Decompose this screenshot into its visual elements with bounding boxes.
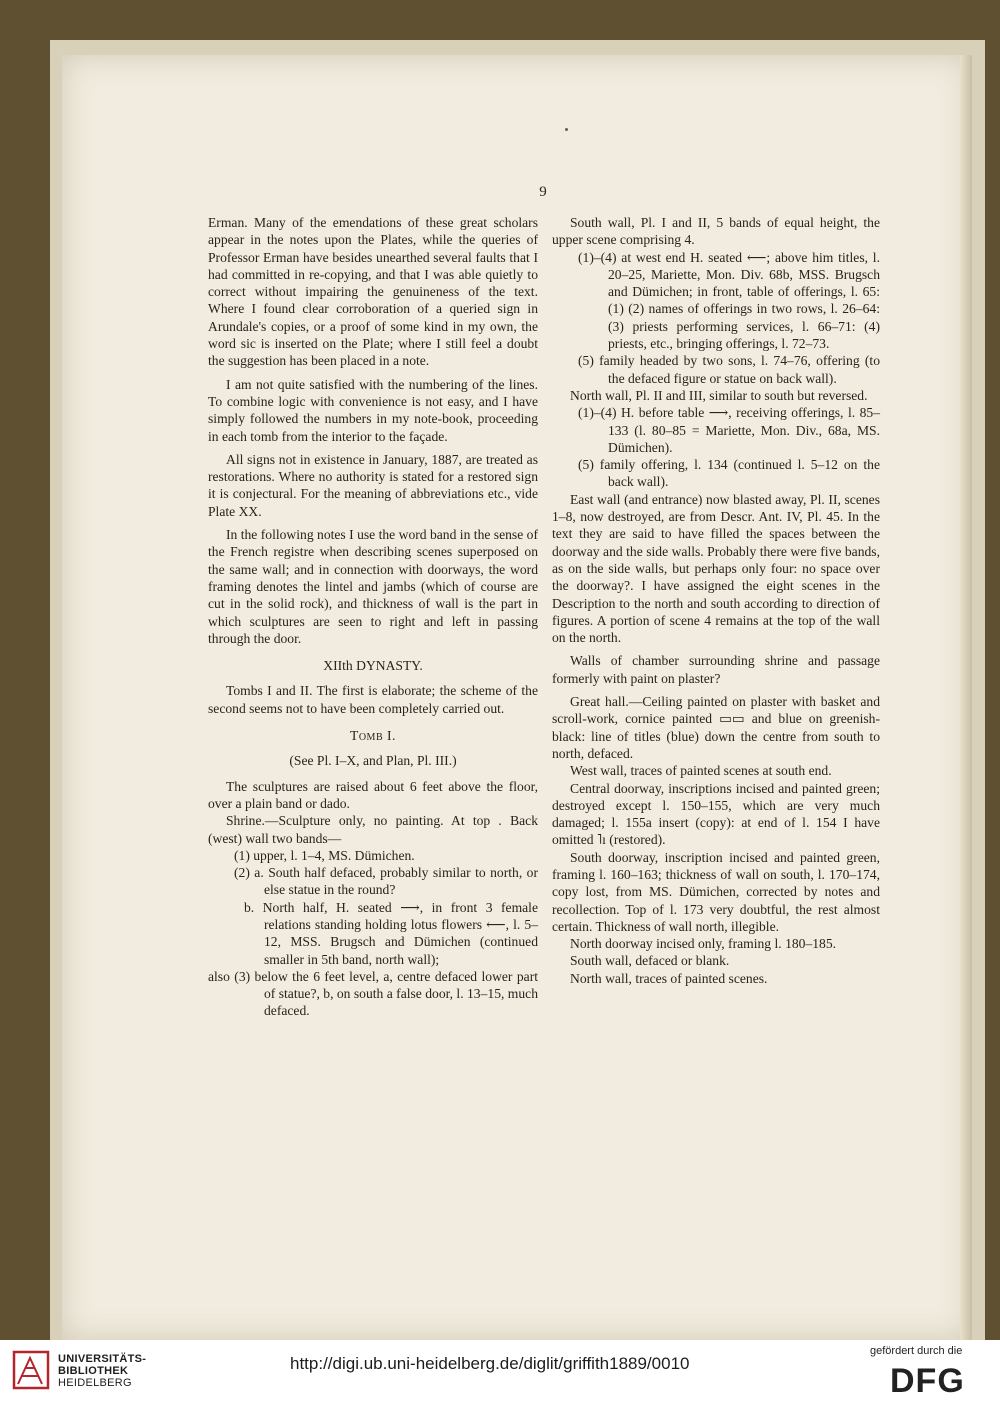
left-list-item-1: (1) upper, l. 1–4, MS. Dümichen. bbox=[234, 847, 415, 863]
page-speck bbox=[565, 128, 568, 131]
left-paragraph-5: Tombs I and II. The first is elaborate; the scheme of the second seems not to have been completely carried out. bbox=[208, 683, 538, 716]
right-paragraph-6: West wall, traces of painted scenes at south end. bbox=[570, 763, 832, 779]
left-list-item-4: also (3) below the 6 feet level, a, centre defaced lower part of statue?, b, on south a false door, l. 13–15, much defaced. bbox=[208, 968, 538, 1019]
left-paragraph-6: The sculptures are raised about 6 feet above the floor, over a plain band or dado. bbox=[208, 778, 538, 811]
dfg-logo-icon[interactable] bbox=[888, 1362, 988, 1396]
tomb-heading: Tomb I. bbox=[350, 728, 396, 744]
left-paragraph-7: Shrine.—Sculpture only, no painting. At top . Back (west) wall two bands— bbox=[208, 813, 538, 846]
right-list-item-4: (5) family offering, l. 134 (continued l. 5–12 on the back wall). bbox=[578, 457, 880, 490]
library-name-line-1: UNIVERSITÄTS- bbox=[58, 1353, 147, 1365]
left-paragraph-4: In the following notes I use the word band in the sense of the French registre when describing scenes superposed on the same wall; and in connection with doorways, the word framing denotes the lintel and jambs (which of course are cut in the solid rock), and thickness of wall is the part in which sculptures are seen to right and left in passing through the door. bbox=[208, 527, 538, 646]
right-list-item-2: (5) family headed by two sons, l. 74–76, offering (to the defaced figure or statue on back wall). bbox=[578, 353, 880, 386]
page-number: 9 bbox=[539, 184, 547, 200]
right-paragraph-2: North wall, Pl. II and III, similar to south but reversed. bbox=[570, 387, 868, 403]
see-reference: (See Pl. I–X, and Plan, Pl. III.) bbox=[289, 753, 457, 769]
left-paragraph-3: All signs not in existence in January, 1887, are treated as restorations. Where no authority is stated for a restored sign it is conjectural. For the meaning of abbreviations etc., vide Plate XX. bbox=[208, 451, 538, 519]
right-paragraph-1: South wall, Pl. I and II, 5 bands of equal height, the upper scene comprising 4. bbox=[552, 215, 880, 248]
library-name-line-3: HEIDELBERG bbox=[58, 1377, 132, 1389]
right-paragraph-10: South wall, defaced or blank. bbox=[570, 953, 730, 969]
right-paragraph-3: East wall (and entrance) now blasted away, Pl. II, scenes 1–8, now destroyed, are from Descr. Ant. IV, Pl. 45. In the text they are said to have filled the spaces between the doorway and the side walls. Probably there were five bands, as on the side walls, but perhaps only four: no space over the doorway?. I have assigned the eight scenes in the Description to the north and south according to direction of figures. A portion of scene 4 remains at the top of the wall on the north. bbox=[552, 491, 880, 646]
left-paragraph-2: I am not quite satisfied with the numbering of the lines. To combine logic with convenience is not easy, and I have simply followed the numbers in my note-book, proceeding in each tomb from the interior to the façade. bbox=[208, 376, 538, 444]
right-column bbox=[552, 214, 880, 987]
page-edge bbox=[960, 55, 972, 1340]
right-paragraph-8: South doorway, inscription incised and painted green, framing l. 160–163; thickness of wall on south, l. 170–174, copy lost, from MS. Dümichen, corrected by notes and recollection. Top of l. 173 very doubtful, the rest almost certain. Thickness of wall north, illegible. bbox=[552, 849, 880, 934]
right-paragraph-9: North doorway incised only, framing l. 180–185. bbox=[570, 936, 837, 952]
right-paragraph-5: Great hall.—Ceiling painted on plaster with basket and scroll-work, cornice painted ▭▭ and blue on greenish-black: line of titles (blue) down the centre from south to north, defaced. bbox=[552, 694, 880, 761]
right-paragraph-11: North wall, traces of painted scenes. bbox=[570, 970, 768, 986]
footer-bar bbox=[0, 1340, 1000, 1405]
svg-text:DFG: DFG bbox=[890, 1362, 965, 1396]
permalink-url[interactable]: http://digi.ub.uni-heidelberg.de/diglit/griffith1889/0010 bbox=[290, 1354, 690, 1373]
left-column bbox=[208, 214, 538, 1020]
left-list-item-2: (2) a. South half defaced, probably similar to north, or else statue in the round? bbox=[234, 865, 538, 898]
right-paragraph-4: Walls of chamber surrounding shrine and passage formerly with paint on plaster? bbox=[552, 653, 880, 686]
dfg-caption: gefördert durch die bbox=[870, 1345, 963, 1357]
right-list-item-3: (1)–(4) H. before table ⟶, receiving offerings, l. 85–133 (l. 80–85 = Mariette, Mon. Div., 68a, MS. Dümichen). bbox=[578, 405, 880, 455]
left-list-item-3: b. North half, H. seated ⟶, in front 3 female relations standing holding lotus flowers ⟵, l. 5–12, MSS. Brugsch and Dümichen (continued smaller in 5th band, north wall); bbox=[244, 899, 538, 967]
right-paragraph-7: Central doorway, inscriptions incised and painted green; destroyed except l. 150–155, which are very much damaged; l. 155a insert (copy): at end of l. 154 I have omitted ˥ı (restored). bbox=[552, 780, 880, 848]
university-seal-icon[interactable] bbox=[12, 1348, 52, 1392]
left-paragraph-1: Erman. Many of the emendations of these great scholars appear in the notes upon the Plates, while the queries of Professor Erman have besides unearthed several faults that I had committed in re-copying, and that I was able quietly to correct without impairing the genuineness of the text. Where I found clear corroboration of a queried sign in Arundale's copies, or a proof of some kind in my own, the word sic is inserted on the Plate; where I still feel a doubt the suggestion has been placed in a note. bbox=[208, 215, 538, 369]
right-list-item-1: (1)–(4) at west end H. seated ⟵; above him titles, l. 20–25, Mariette, Mon. Div. 68b, MSS. Brugsch and Dümichen; in front, table of offerings, l. 65: (1) (2) names of offerings in two rows, l. 26–64: (3) priests performing services, l. 66–71: (4) priests, etc., bringing offerings, l. 72–73. bbox=[578, 249, 880, 352]
dynasty-heading: XIIth DYNASTY. bbox=[323, 658, 423, 674]
library-name-line-2: BIBLIOTHEK bbox=[58, 1365, 129, 1377]
